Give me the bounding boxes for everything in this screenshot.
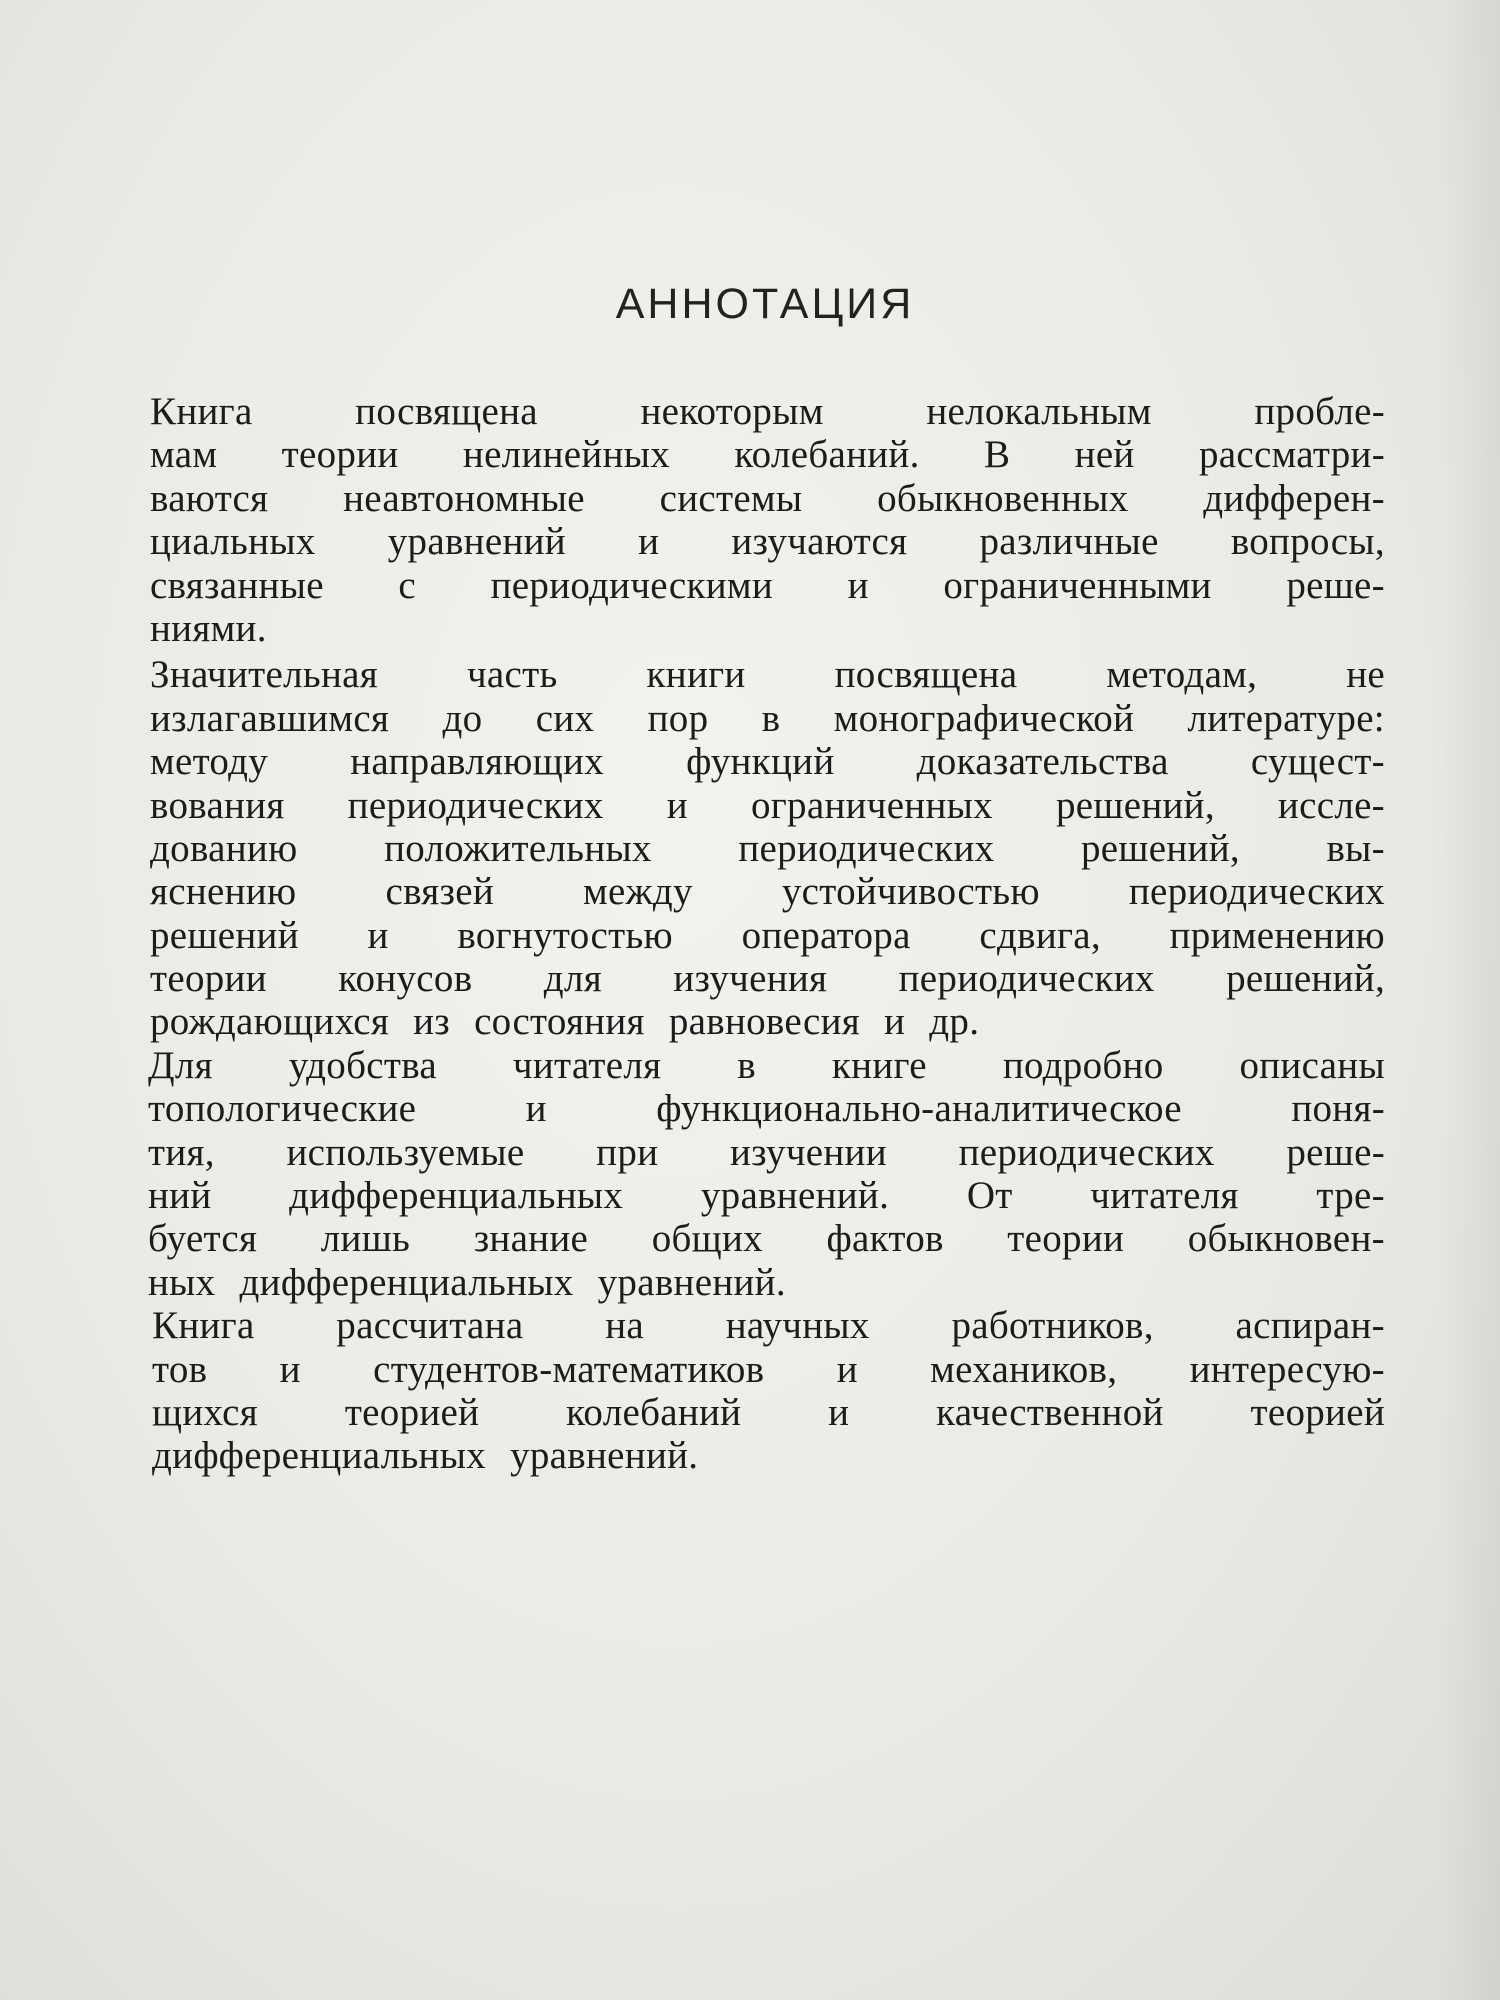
word: решений: [150, 913, 299, 957]
word: посвящена: [355, 390, 538, 433]
text-line: [150, 914, 1385, 957]
word: общих: [651, 1217, 763, 1261]
word: между: [583, 870, 693, 914]
word: ваются: [150, 476, 269, 520]
text-line: [150, 433, 1385, 476]
text-line: [150, 957, 1385, 1000]
word: поня-: [1291, 1087, 1385, 1131]
word: методам,: [1106, 653, 1258, 697]
word: периодических: [1128, 870, 1385, 914]
word: связанные: [150, 563, 324, 607]
word: часть: [466, 653, 558, 697]
word: с: [398, 563, 417, 607]
word: иссле-: [1277, 783, 1385, 827]
word: применению: [1169, 913, 1385, 957]
word: вы-: [1326, 826, 1385, 870]
word: до: [442, 696, 483, 740]
word: реше-: [1286, 1130, 1385, 1174]
text-line: [150, 390, 1385, 433]
word: ний: [148, 1174, 212, 1218]
word: периодическими: [490, 563, 774, 607]
text-line: [152, 1304, 1385, 1347]
word: описаны: [1239, 1043, 1385, 1087]
word: связей: [385, 870, 494, 914]
word: и: [828, 1390, 850, 1434]
word: периодических: [898, 957, 1155, 1001]
word: сих: [535, 696, 595, 740]
word: излагавшимся: [150, 696, 390, 740]
annotation-heading: АННОТАЦИЯ: [615, 280, 915, 328]
word: теории: [150, 957, 267, 1001]
text-line: дифференциальных уравнений.: [152, 1434, 699, 1478]
word: Книга: [150, 390, 253, 433]
word: решений,: [1081, 826, 1240, 870]
word: не: [1346, 653, 1385, 697]
word: и: [638, 520, 660, 564]
word: тов: [152, 1347, 208, 1391]
text-line: [150, 697, 1385, 740]
word: методу: [150, 740, 269, 784]
word: системы: [659, 476, 803, 520]
word: нелинейных: [462, 433, 671, 477]
text-line: [148, 1217, 1385, 1260]
word: обыкновен-: [1187, 1217, 1385, 1261]
word: для: [543, 957, 602, 1001]
text-line: [148, 1131, 1385, 1174]
word: дифференциальных: [289, 1174, 624, 1218]
word: рассчитана: [336, 1304, 524, 1348]
word: и: [666, 783, 688, 827]
word: функций: [686, 740, 835, 784]
word: уравнений: [387, 520, 566, 564]
word: функционально-аналитическое: [656, 1087, 1182, 1131]
word: фактов: [826, 1217, 944, 1261]
word: изучения: [673, 957, 828, 1001]
word: на: [605, 1304, 644, 1348]
text-line: [150, 653, 1385, 696]
text-line: [150, 740, 1385, 783]
word: посвящена: [834, 653, 1018, 697]
text-line: [148, 1087, 1385, 1130]
word: решений,: [1055, 783, 1215, 827]
word: в: [737, 1043, 757, 1087]
word: колебаний: [566, 1390, 742, 1434]
paragraph-3: [148, 1044, 1385, 1304]
text-line: [152, 1348, 1385, 1391]
word: В: [983, 433, 1011, 477]
word: интересую-: [1189, 1347, 1385, 1391]
word: периодических: [738, 826, 995, 870]
word: теорией: [1250, 1390, 1385, 1434]
word: тре-: [1316, 1174, 1385, 1218]
text-line: ниями.: [150, 606, 267, 650]
word: доказательства: [916, 740, 1169, 784]
word: оператора: [741, 913, 911, 957]
word: нелокальным: [926, 390, 1152, 433]
text-line: [150, 870, 1385, 913]
word: циальных: [150, 520, 316, 564]
word: литературе:: [1187, 696, 1385, 740]
word: рассматри-: [1198, 433, 1385, 477]
word: вогнутостью: [457, 913, 673, 957]
word: ограниченными: [943, 563, 1212, 607]
word: изучении: [730, 1130, 887, 1174]
word: монографической: [833, 696, 1135, 740]
word: книги: [646, 653, 746, 697]
text-line: рождающихся из состояния равновесия и др.: [150, 1000, 980, 1044]
word: механиков,: [930, 1347, 1118, 1391]
word: дифферен-: [1203, 476, 1385, 520]
word: пробле-: [1254, 390, 1385, 433]
word: периодических: [958, 1130, 1215, 1174]
word: положительных: [384, 826, 652, 870]
text-line: [150, 564, 1385, 607]
word: студентов-математиков: [373, 1347, 765, 1391]
word: ней: [1074, 433, 1135, 477]
word: яснению: [150, 870, 297, 914]
word: теории: [1007, 1217, 1125, 1261]
word: ограниченных: [750, 783, 993, 827]
word: решений,: [1226, 957, 1385, 1001]
word: книге: [831, 1043, 927, 1087]
word: направляющих: [350, 740, 604, 784]
word: вования: [150, 783, 285, 827]
paragraph-4: [152, 1304, 1385, 1478]
word: Книга: [152, 1304, 255, 1348]
word: уравнений.: [700, 1174, 890, 1218]
word: работников,: [951, 1304, 1154, 1348]
word: и: [279, 1347, 301, 1391]
word: реше-: [1286, 563, 1385, 607]
paragraph-2: [150, 653, 1385, 1044]
word: Значительная: [150, 653, 378, 697]
text-line: [148, 1174, 1385, 1217]
word: и: [367, 913, 389, 957]
word: используемые: [286, 1130, 525, 1174]
word: сдвига,: [979, 913, 1101, 957]
text-line: [150, 784, 1385, 827]
text-line: [148, 1044, 1385, 1087]
word: качественной: [936, 1390, 1164, 1434]
word: Для: [148, 1043, 213, 1087]
word: и: [836, 1347, 858, 1391]
word: устойчивостью: [781, 870, 1040, 914]
word: аспиран-: [1235, 1304, 1385, 1348]
word: неавтономные: [343, 476, 585, 520]
text-line: [150, 477, 1385, 520]
word: читателя: [512, 1043, 662, 1087]
text-line: [152, 1391, 1385, 1434]
word: научных: [725, 1304, 870, 1348]
text-line: [150, 827, 1385, 870]
annotation-body: [130, 390, 1385, 1478]
word: периодических: [347, 783, 604, 827]
word: колебаний.: [734, 433, 920, 477]
text-line: ных дифференциальных уравнений.: [148, 1260, 786, 1304]
word: изучаются: [731, 520, 908, 564]
word: конусов: [338, 957, 473, 1001]
word: дованию: [150, 826, 298, 870]
word: сущест-: [1250, 740, 1385, 784]
word: лишь: [320, 1217, 411, 1261]
word: вопросы,: [1230, 520, 1385, 564]
text-line: [150, 520, 1385, 563]
word: обыкновенных: [877, 476, 1129, 520]
word: различные: [979, 520, 1159, 564]
word: тия,: [148, 1130, 215, 1174]
word: топологические: [148, 1087, 417, 1131]
word: пор: [647, 696, 709, 740]
word: знание: [473, 1217, 589, 1261]
word: при: [596, 1130, 659, 1174]
word: теории: [281, 433, 399, 477]
word: подробно: [1002, 1043, 1164, 1087]
word: удобства: [288, 1043, 438, 1087]
word: в: [761, 696, 781, 740]
word: некоторым: [640, 390, 824, 433]
word: и: [525, 1087, 547, 1131]
paragraph-1: [150, 390, 1385, 650]
word: мам: [150, 433, 218, 477]
word: читателя: [1090, 1174, 1239, 1218]
word: щихся: [152, 1390, 259, 1434]
word: и: [847, 563, 869, 607]
word: буется: [148, 1217, 258, 1261]
word: От: [966, 1174, 1013, 1218]
word: теорией: [344, 1390, 480, 1434]
